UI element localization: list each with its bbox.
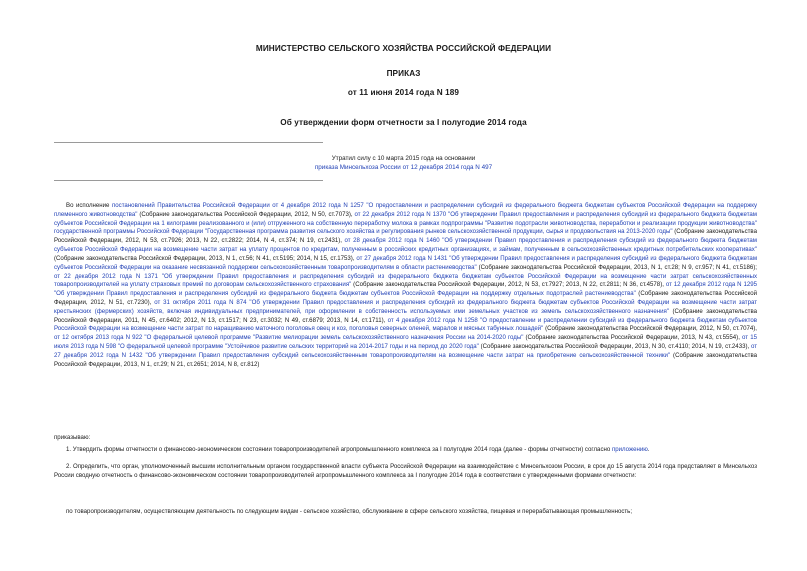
preamble-text: (Собрание законодательства Российской Федерации, 2012, N 50, ст.7073), — [137, 210, 355, 218]
resolution-link[interactable]: от 22 декабря 2012 года N 1370 "Об утверждении Правил предоставления и распределения субсидий из федерального бюджета бюджетам субъектов Российской Федерации на 1 килограмм реализованного и (или) отгруженного на собственную переработку молока в рамках подпрограммы "Развитие подотрасли животноводства, переработки и реализации продукции животноводства" государственной программы Российской Федерации "Государственная программа развития сельского хозяйства и регулирования рынков сельскохозяйственной продукции, сырья и продовольствия на 2013-2020 годы" — [54, 210, 757, 236]
preamble-text: (Собрание законодательства Российской Федерации, 2012, N 50, ст.7074), — [543, 325, 757, 333]
resolution-link[interactable]: от 12 октября 2013 года N 922 "О федеральной целевой программе "Развитие мелиорации земель сельскохозяйственного назначения России на 2014-2020 годы" — [54, 334, 524, 342]
date-number: от 11 июня 2014 года N 189 — [347, 88, 460, 97]
repeal-order-link[interactable]: приказа Минсельхоза России от 12 декабря 2014 года N 497 — [314, 164, 493, 171]
resolution-link[interactable]: от 12 декабря 2012 года N 1295 "Об утверждении Правил предоставления и распределения субсидий из федерального бюджета бюджетам субъектов Российской Федерации на поддержку отдельных подотраслей растениеводства" — [54, 281, 758, 298]
item-2-sub-paragraph: по товаропроизводителям, осуществляющим деятельность по следующим видам - сельское хозяйство, обслуживание в сфере сельского хозяйства, пищевая и перерабатывающая промышленность; — [66, 508, 633, 515]
resolution-link[interactable]: от 27 декабря 2012 года N 1431 "Об утверждении Правил предоставления и распределения субсидий из федерального бюджета бюджетам субъектов Российской Федерации на оказание несвязанной поддержки сельскохозяйственным товаропроизводителям в области растениеводства" — [54, 254, 758, 271]
preamble-text: (Собрание законодательства Российской Федерации, 2013, N 1, ст.29; N 21, ст.2651; 2014, N 8, ст.812) — [54, 351, 758, 368]
appendix-link[interactable]: приложению — [611, 446, 648, 453]
ministry-heading: МИНИСТЕРСТВО СЕЛЬСКОГО ХОЗЯЙСТВА РОССИЙСКОЙ ФЕДЕРАЦИИ — [255, 44, 552, 53]
item-1-text: 1. Утвердить формы отчетности о финансово-экономическом состоянии товаропроизводителей агропромышленного комплекса за I полугодие 2014 года (далее - формы отчетности) согласно — [66, 446, 612, 453]
resolution-link[interactable]: постановлений Правительства Российской Федерации от 4 декабря 2012 года N 1257 "О предоставлении и распределении субсидий из федерального бюджета бюджетам субъектов Российской Федерации на поддержку племенного животноводства" — [54, 202, 757, 218]
item-1-paragraph — [54, 446, 757, 455]
preamble-text: (Собрание законодательства Российской Федерации, 2013, N 1, ст.28; N 9, ст.957; N 41, ст.5186); — [476, 263, 757, 271]
preamble-text: (Собрание законодательства Российской Федерации, 2013, N 1, ст.56; N 41, ст.5195; 2014, N 15, ст.1753), — [54, 254, 357, 262]
document-title: Об утверждении форм отчетности за I полугодие 2014 года — [280, 118, 527, 127]
divider-top — [54, 142, 323, 143]
resolution-link[interactable]: от 31 октября 2011 года N 874 "Об утверждении Правил предоставления и распределения субсидий из федерального бюджета бюджетам субъектов Российской Федерации на возмещение части затрат крестьянских (фермерских) хозяйств, включая индивидуальных предпринимателей, при оформлении в собственность используемых ими земельных участков из земель сельскохозяйственного назначения" — [54, 298, 757, 315]
preamble-text: (Собрание законодательства Российской Федерации, 2012, N 53, ст.7927; 2013, N 22, ст.2811; N 36, ст.4578), — [351, 281, 666, 289]
repeal-link-line — [0, 163, 807, 172]
doc-type-heading: ПРИКАЗ — [386, 69, 421, 78]
resolution-link[interactable]: от 15 июля 2013 года N 598 "О федеральной целевой программе "Устойчивое развитие сельских территорий на 2014-2017 годы и на период до 2020 года" — [54, 334, 757, 350]
preamble-text: (Собрание законодательства Российской Федерации, 2012, N 51, ст.7230), — [54, 290, 757, 306]
resolution-link[interactable]: от 28 декабря 2012 года N 1460 "Об утверждении Правил предоставления и распределения субсидий из федерального бюджета бюджетам субъектов Российской Федерации на возмещение части затрат на уплату процентов по кредитам, полученным в российских кредитных организациях, и займам, полученным в сельскохозяйственных кредитных потребительских кооперативах" — [54, 237, 757, 254]
resolution-link[interactable]: от 22 декабря 2012 года N 1371 "Об утверждении Правил предоставления и распределения субсидий из федерального бюджета бюджетам субъектов Российской Федерации на возмещение части затрат сельскохозяйственных товаропроизводителей на уплату страховых премий по договорам сельскохозяйственного страхования" — [54, 272, 757, 289]
preamble-text: (Собрание законодательства Российской Федерации, 2011, N 45, ст.6402; 2012, N 13, ст.1517; N 23, ст.3032; N 49, ст.6879; 2013, N 14, ст.1711), — [54, 307, 758, 324]
resolution-link[interactable]: от 27 декабря 2012 года N 1432 "Об утверждении Правил предоставления субсидий сельскохозяйственным товаропроизводителям на возмещение части затрат на приобретение сельскохозяйственной техники" — [54, 343, 757, 359]
order-word: приказываю: — [54, 434, 91, 441]
preamble-text: Во исполнение — [66, 202, 112, 209]
preamble-text: (Собрание законодательства Российской Федерации, 2012, N 53, ст.7926; 2013, N 22, ст.2822; 2014, N 4, ст.374; N 19, ст.2431), — [54, 228, 757, 245]
item-2-paragraph: 2. Определить, что орган, уполномоченный высшим исполнительным органом государственной власти субъекта Российской Федерации на взаимодействие с Минсельхозом России, в срок до 15 августа 2014 года представляет в Минсельхоз России сводную отчетность о финансово-экономическом состоянии товаропроизводителей агропромышленного комплекса за I полугодие 2014 года в соответствии с утвержденными формами отчетности: — [54, 463, 757, 479]
repeal-note: Утратил силу с 10 марта 2015 года на основании — [331, 155, 476, 162]
preamble-text: (Собрание законодательства Российской Федерации, 2013, N 30, ст.4110; 2014, N 19, ст.2433), — [478, 343, 751, 350]
item-1-end: . — [647, 446, 650, 453]
resolution-link[interactable]: от 4 декабря 2012 года N 1258 "О предоставлении и распределении субсидий из федерального бюджета бюджетам субъектов Российской Федерации на возмещение части затрат по наращиванию маточного поголовья овец и коз, поголовья северных оленей, маралов и мясных табунных лошадей" — [54, 316, 757, 333]
preamble-text: (Собрание законодательства Российской Федерации, 2013, N 43, ст.5554), — [523, 334, 743, 342]
divider-bottom — [54, 180, 323, 181]
preamble-paragraph — [54, 202, 757, 369]
